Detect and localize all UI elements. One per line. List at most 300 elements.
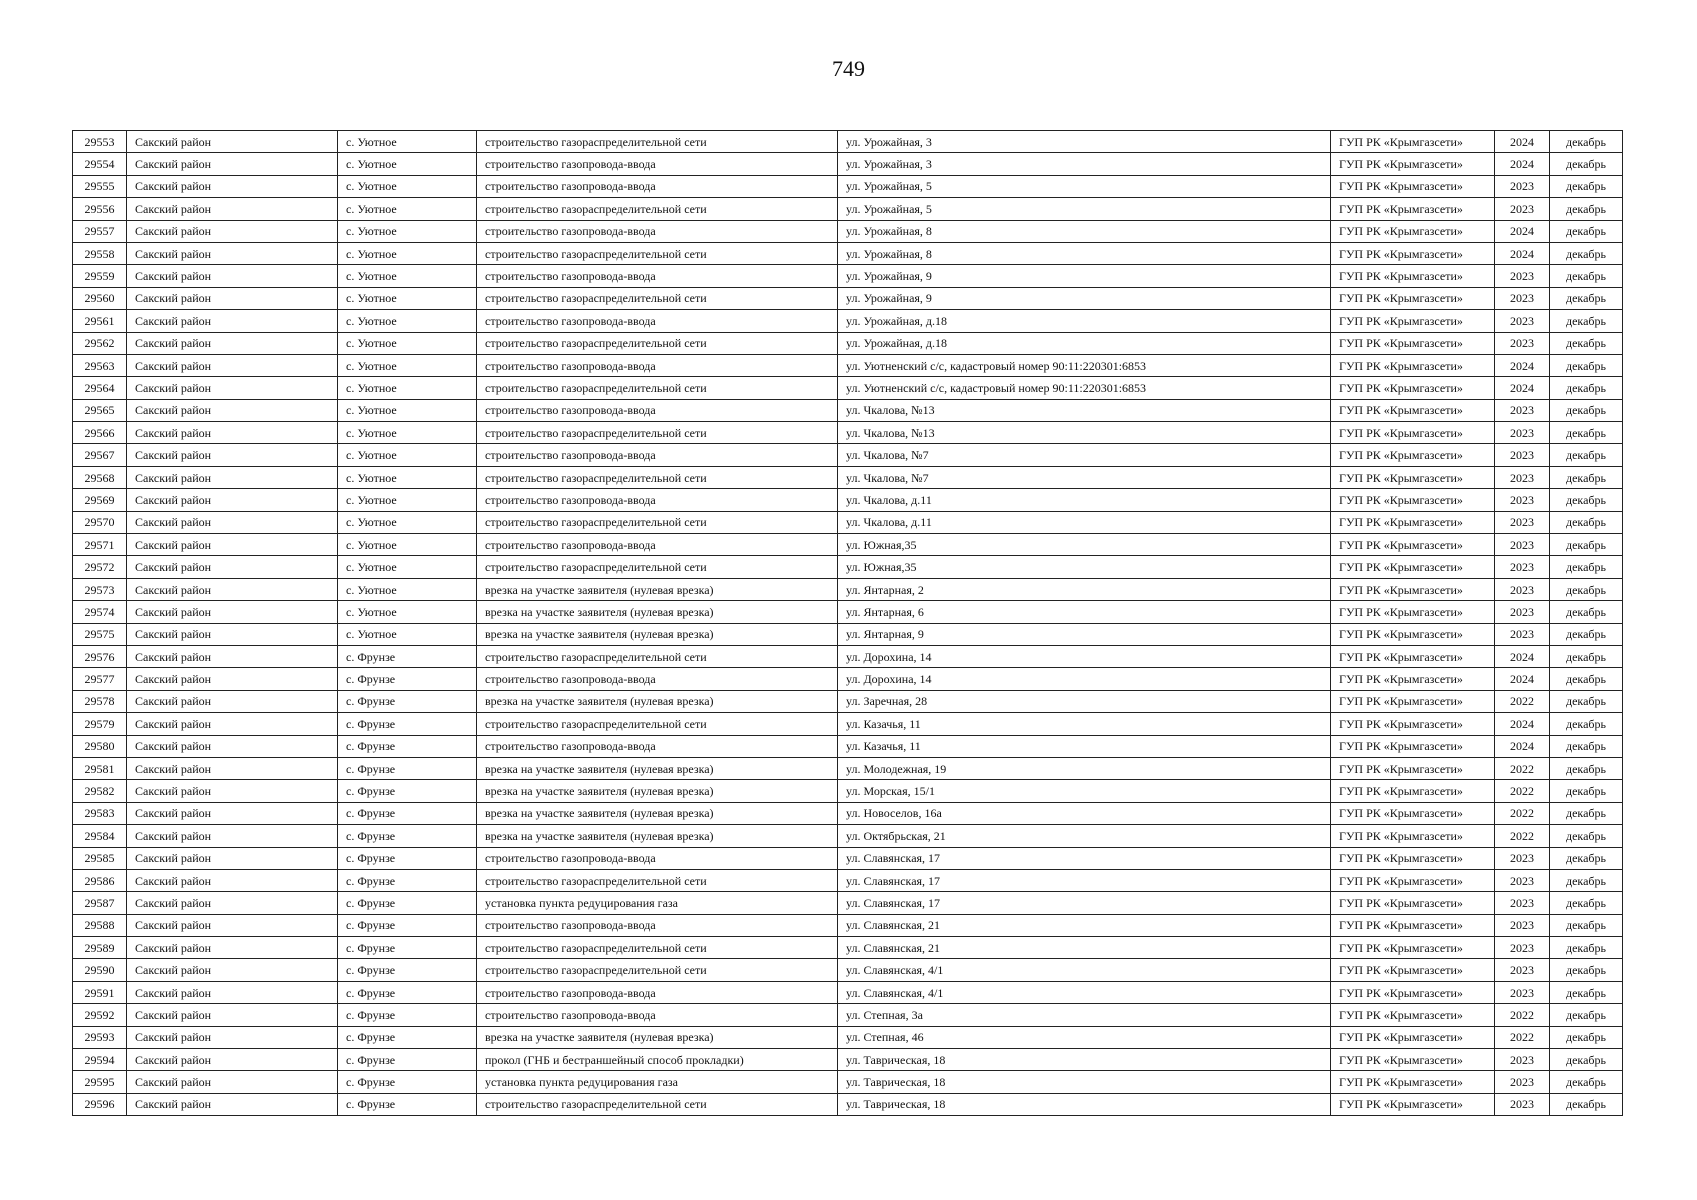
cell-month: декабрь	[1550, 959, 1623, 981]
cell-work-type: установка пункта редуцирования газа	[477, 1071, 838, 1093]
cell-district: Сакский район	[127, 623, 338, 645]
cell-address: ул. Уютненский с/с, кадастровый номер 90:11:220301:6853	[838, 377, 1331, 399]
cell-district: Сакский район	[127, 959, 338, 981]
cell-organization: ГУП РК «Крымгазсети»	[1331, 869, 1495, 891]
cell-address: ул. Уютненский с/с, кадастровый номер 90:11:220301:6853	[838, 354, 1331, 376]
table-row	[73, 1004, 1623, 1026]
cell-district: Сакский район	[127, 1026, 338, 1048]
cell-month: декабрь	[1550, 354, 1623, 376]
cell-organization: ГУП РК «Крымгазсети»	[1331, 131, 1495, 153]
cell-work-type: строительство газопровода-ввода	[477, 668, 838, 690]
cell-organization: ГУП РК «Крымгазсети»	[1331, 668, 1495, 690]
cell-district: Сакский район	[127, 220, 338, 242]
cell-address: ул. Новоселов, 16а	[838, 802, 1331, 824]
cell-work-type: строительство газопровода-ввода	[477, 399, 838, 421]
cell-district: Сакский район	[127, 198, 338, 220]
cell-organization: ГУП РК «Крымгазсети»	[1331, 399, 1495, 421]
cell-record-number: 29557	[73, 220, 127, 242]
cell-address: ул. Славянская, 21	[838, 937, 1331, 959]
table-row	[73, 399, 1623, 421]
cell-district: Сакский район	[127, 153, 338, 175]
cell-organization: ГУП РК «Крымгазсети»	[1331, 937, 1495, 959]
cell-address: ул. Славянская, 17	[838, 892, 1331, 914]
cell-settlement: с. Уютное	[338, 153, 477, 175]
cell-work-type: строительство газораспределительной сети	[477, 511, 838, 533]
cell-settlement: с. Уютное	[338, 287, 477, 309]
table-row	[73, 489, 1623, 511]
table-row	[73, 534, 1623, 556]
cell-address: ул. Славянская, 21	[838, 914, 1331, 936]
cell-address: ул. Казачья, 11	[838, 713, 1331, 735]
table-row	[73, 153, 1623, 175]
cell-record-number: 29589	[73, 937, 127, 959]
cell-settlement: с. Уютное	[338, 332, 477, 354]
cell-record-number: 29577	[73, 668, 127, 690]
cell-month: декабрь	[1550, 422, 1623, 444]
cell-organization: ГУП РК «Крымгазсети»	[1331, 198, 1495, 220]
cell-settlement: с. Уютное	[338, 220, 477, 242]
cell-organization: ГУП РК «Крымгазсети»	[1331, 534, 1495, 556]
cell-record-number: 29584	[73, 825, 127, 847]
cell-record-number: 29561	[73, 310, 127, 332]
cell-work-type: строительство газопровода-ввода	[477, 914, 838, 936]
cell-address: ул. Славянская, 17	[838, 869, 1331, 891]
cell-year: 2023	[1495, 422, 1550, 444]
cell-work-type: строительство газопровода-ввода	[477, 981, 838, 1003]
table-row	[73, 668, 1623, 690]
cell-record-number: 29555	[73, 175, 127, 197]
cell-record-number: 29563	[73, 354, 127, 376]
cell-district: Сакский район	[127, 780, 338, 802]
table-row	[73, 802, 1623, 824]
cell-year: 2023	[1495, 959, 1550, 981]
cell-settlement: с. Фрунзе	[338, 1026, 477, 1048]
cell-district: Сакский район	[127, 1049, 338, 1071]
cell-record-number: 29578	[73, 690, 127, 712]
table-row	[73, 690, 1623, 712]
cell-month: декабрь	[1550, 1049, 1623, 1071]
cell-settlement: с. Фрунзе	[338, 825, 477, 847]
cell-record-number: 29568	[73, 466, 127, 488]
cell-district: Сакский район	[127, 1071, 338, 1093]
cell-district: Сакский район	[127, 690, 338, 712]
cell-year: 2022	[1495, 690, 1550, 712]
table-row	[73, 1049, 1623, 1071]
cell-month: декабрь	[1550, 1071, 1623, 1093]
cell-organization: ГУП РК «Крымгазсети»	[1331, 153, 1495, 175]
cell-district: Сакский район	[127, 242, 338, 264]
cell-settlement: с. Фрунзе	[338, 1049, 477, 1071]
cell-month: декабрь	[1550, 444, 1623, 466]
cell-address: ул. Заречная, 28	[838, 690, 1331, 712]
cell-work-type: строительство газопровода-ввода	[477, 735, 838, 757]
cell-year: 2024	[1495, 153, 1550, 175]
table-row	[73, 175, 1623, 197]
table-row	[73, 757, 1623, 779]
cell-organization: ГУП РК «Крымгазсети»	[1331, 511, 1495, 533]
cell-address: ул. Октябрьская, 21	[838, 825, 1331, 847]
cell-district: Сакский район	[127, 511, 338, 533]
cell-address: ул. Славянская, 17	[838, 847, 1331, 869]
cell-settlement: с. Фрунзе	[338, 780, 477, 802]
cell-record-number: 29587	[73, 892, 127, 914]
table-row	[73, 892, 1623, 914]
cell-district: Сакский район	[127, 265, 338, 287]
table-row	[73, 220, 1623, 242]
cell-address: ул. Урожайная, 5	[838, 198, 1331, 220]
cell-year: 2024	[1495, 377, 1550, 399]
cell-settlement: с. Уютное	[338, 399, 477, 421]
cell-record-number: 29559	[73, 265, 127, 287]
cell-work-type: строительство газораспределительной сети	[477, 422, 838, 444]
cell-work-type: строительство газораспределительной сети	[477, 466, 838, 488]
cell-year: 2023	[1495, 287, 1550, 309]
cell-settlement: с. Уютное	[338, 623, 477, 645]
cell-record-number: 29564	[73, 377, 127, 399]
cell-address: ул. Урожайная, д.18	[838, 332, 1331, 354]
table-row	[73, 265, 1623, 287]
cell-organization: ГУП РК «Крымгазсети»	[1331, 422, 1495, 444]
cell-organization: ГУП РК «Крымгазсети»	[1331, 310, 1495, 332]
registry-table	[72, 130, 1623, 1116]
cell-year: 2023	[1495, 332, 1550, 354]
cell-month: декабрь	[1550, 399, 1623, 421]
cell-year: 2024	[1495, 645, 1550, 667]
cell-month: декабрь	[1550, 466, 1623, 488]
cell-work-type: строительство газопровода-ввода	[477, 1004, 838, 1026]
cell-settlement: с. Фрунзе	[338, 757, 477, 779]
cell-month: декабрь	[1550, 242, 1623, 264]
page-number: 749	[832, 56, 865, 81]
cell-year: 2024	[1495, 713, 1550, 735]
cell-address: ул. Урожайная, 9	[838, 287, 1331, 309]
cell-year: 2023	[1495, 914, 1550, 936]
cell-district: Сакский район	[127, 175, 338, 197]
cell-district: Сакский район	[127, 847, 338, 869]
cell-address: ул. Казачья, 11	[838, 735, 1331, 757]
cell-work-type: строительство газопровода-ввода	[477, 153, 838, 175]
cell-year: 2023	[1495, 265, 1550, 287]
cell-year: 2023	[1495, 444, 1550, 466]
cell-year: 2023	[1495, 981, 1550, 1003]
cell-year: 2023	[1495, 466, 1550, 488]
cell-organization: ГУП РК «Крымгазсети»	[1331, 780, 1495, 802]
cell-organization: ГУП РК «Крымгазсети»	[1331, 959, 1495, 981]
cell-month: декабрь	[1550, 780, 1623, 802]
cell-month: декабрь	[1550, 131, 1623, 153]
cell-organization: ГУП РК «Крымгазсети»	[1331, 981, 1495, 1003]
cell-work-type: строительство газопровода-ввода	[477, 534, 838, 556]
table-row	[73, 377, 1623, 399]
cell-month: декабрь	[1550, 981, 1623, 1003]
cell-work-type: врезка на участке заявителя (нулевая врезка)	[477, 690, 838, 712]
table-row	[73, 937, 1623, 959]
cell-district: Сакский район	[127, 377, 338, 399]
cell-year: 2024	[1495, 131, 1550, 153]
registry-rows	[73, 131, 1623, 1116]
cell-month: декабрь	[1550, 287, 1623, 309]
cell-record-number: 29569	[73, 489, 127, 511]
cell-year: 2023	[1495, 1049, 1550, 1071]
cell-district: Сакский район	[127, 735, 338, 757]
cell-year: 2022	[1495, 757, 1550, 779]
cell-work-type: врезка на участке заявителя (нулевая врезка)	[477, 802, 838, 824]
cell-settlement: с. Фрунзе	[338, 1071, 477, 1093]
cell-work-type: строительство газораспределительной сети	[477, 242, 838, 264]
cell-organization: ГУП РК «Крымгазсети»	[1331, 287, 1495, 309]
cell-work-type: строительство газораспределительной сети	[477, 1093, 838, 1115]
table-row	[73, 780, 1623, 802]
cell-organization: ГУП РК «Крымгазсети»	[1331, 713, 1495, 735]
cell-month: декабрь	[1550, 332, 1623, 354]
cell-month: декабрь	[1550, 623, 1623, 645]
cell-work-type: строительство газопровода-ввода	[477, 220, 838, 242]
cell-record-number: 29567	[73, 444, 127, 466]
table-row	[73, 825, 1623, 847]
cell-address: ул. Славянская, 4/1	[838, 959, 1331, 981]
cell-address: ул. Степная, 3а	[838, 1004, 1331, 1026]
cell-address: ул. Южная,35	[838, 556, 1331, 578]
cell-work-type: строительство газораспределительной сети	[477, 645, 838, 667]
cell-month: декабрь	[1550, 310, 1623, 332]
cell-month: декабрь	[1550, 802, 1623, 824]
cell-month: декабрь	[1550, 175, 1623, 197]
cell-organization: ГУП РК «Крымгазсети»	[1331, 757, 1495, 779]
cell-organization: ГУП РК «Крымгазсети»	[1331, 444, 1495, 466]
cell-month: декабрь	[1550, 489, 1623, 511]
cell-address: ул. Чкалова, д.11	[838, 489, 1331, 511]
cell-month: декабрь	[1550, 1026, 1623, 1048]
table-row	[73, 444, 1623, 466]
cell-settlement: с. Фрунзе	[338, 892, 477, 914]
cell-month: декабрь	[1550, 690, 1623, 712]
table-row	[73, 422, 1623, 444]
cell-organization: ГУП РК «Крымгазсети»	[1331, 914, 1495, 936]
cell-organization: ГУП РК «Крымгазсети»	[1331, 489, 1495, 511]
cell-record-number: 29593	[73, 1026, 127, 1048]
cell-organization: ГУП РК «Крымгазсети»	[1331, 1071, 1495, 1093]
cell-year: 2023	[1495, 1071, 1550, 1093]
cell-district: Сакский район	[127, 713, 338, 735]
table-row	[73, 981, 1623, 1003]
table-row	[73, 713, 1623, 735]
cell-work-type: врезка на участке заявителя (нулевая врезка)	[477, 623, 838, 645]
cell-organization: ГУП РК «Крымгазсети»	[1331, 645, 1495, 667]
cell-record-number: 29594	[73, 1049, 127, 1071]
cell-address: ул. Чкалова, №7	[838, 466, 1331, 488]
table-row	[73, 556, 1623, 578]
cell-settlement: с. Уютное	[338, 534, 477, 556]
cell-work-type: врезка на участке заявителя (нулевая врезка)	[477, 601, 838, 623]
table-row	[73, 847, 1623, 869]
cell-district: Сакский район	[127, 668, 338, 690]
cell-year: 2023	[1495, 399, 1550, 421]
cell-settlement: с. Фрунзе	[338, 690, 477, 712]
table-row	[73, 310, 1623, 332]
cell-organization: ГУП РК «Крымгазсети»	[1331, 175, 1495, 197]
cell-month: декабрь	[1550, 377, 1623, 399]
cell-settlement: с. Уютное	[338, 175, 477, 197]
cell-record-number: 29560	[73, 287, 127, 309]
cell-year: 2023	[1495, 198, 1550, 220]
cell-year: 2023	[1495, 489, 1550, 511]
cell-month: декабрь	[1550, 869, 1623, 891]
cell-settlement: с. Фрунзе	[338, 1093, 477, 1115]
cell-district: Сакский район	[127, 645, 338, 667]
cell-organization: ГУП РК «Крымгазсети»	[1331, 825, 1495, 847]
cell-address: ул. Урожайная, 8	[838, 220, 1331, 242]
cell-work-type: строительство газопровода-ввода	[477, 265, 838, 287]
cell-work-type: установка пункта редуцирования газа	[477, 892, 838, 914]
cell-district: Сакский район	[127, 332, 338, 354]
cell-organization: ГУП РК «Крымгазсети»	[1331, 1049, 1495, 1071]
cell-district: Сакский район	[127, 310, 338, 332]
cell-district: Сакский район	[127, 757, 338, 779]
cell-organization: ГУП РК «Крымгазсети»	[1331, 601, 1495, 623]
cell-record-number: 29554	[73, 153, 127, 175]
cell-district: Сакский район	[127, 534, 338, 556]
cell-settlement: с. Уютное	[338, 466, 477, 488]
cell-record-number: 29582	[73, 780, 127, 802]
cell-address: ул. Янтарная, 9	[838, 623, 1331, 645]
table-row	[73, 198, 1623, 220]
cell-organization: ГУП РК «Крымгазсети»	[1331, 265, 1495, 287]
cell-settlement: с. Уютное	[338, 578, 477, 600]
cell-year: 2024	[1495, 735, 1550, 757]
cell-organization: ГУП РК «Крымгазсети»	[1331, 892, 1495, 914]
cell-address: ул. Чкалова, №13	[838, 399, 1331, 421]
cell-work-type: строительство газопровода-ввода	[477, 847, 838, 869]
cell-organization: ГУП РК «Крымгазсети»	[1331, 220, 1495, 242]
cell-settlement: с. Фрунзе	[338, 645, 477, 667]
cell-district: Сакский район	[127, 466, 338, 488]
cell-district: Сакский район	[127, 489, 338, 511]
cell-record-number: 29556	[73, 198, 127, 220]
cell-address: ул. Чкалова, №7	[838, 444, 1331, 466]
cell-record-number: 29581	[73, 757, 127, 779]
cell-month: декабрь	[1550, 265, 1623, 287]
cell-record-number: 29595	[73, 1071, 127, 1093]
cell-work-type: строительство газораспределительной сети	[477, 377, 838, 399]
cell-settlement: с. Уютное	[338, 601, 477, 623]
cell-record-number: 29574	[73, 601, 127, 623]
cell-district: Сакский район	[127, 914, 338, 936]
cell-month: декабрь	[1550, 825, 1623, 847]
cell-year: 2023	[1495, 310, 1550, 332]
table-row	[73, 242, 1623, 264]
cell-district: Сакский район	[127, 578, 338, 600]
cell-work-type: врезка на участке заявителя (нулевая врезка)	[477, 757, 838, 779]
cell-year: 2024	[1495, 668, 1550, 690]
cell-month: декабрь	[1550, 153, 1623, 175]
cell-year: 2022	[1495, 1026, 1550, 1048]
cell-organization: ГУП РК «Крымгазсети»	[1331, 578, 1495, 600]
cell-settlement: с. Уютное	[338, 377, 477, 399]
cell-address: ул. Степная, 46	[838, 1026, 1331, 1048]
cell-year: 2022	[1495, 802, 1550, 824]
cell-settlement: с. Уютное	[338, 422, 477, 444]
cell-address: ул. Южная,35	[838, 534, 1331, 556]
table-row	[73, 511, 1623, 533]
cell-organization: ГУП РК «Крымгазсети»	[1331, 332, 1495, 354]
cell-settlement: с. Фрунзе	[338, 914, 477, 936]
cell-settlement: с. Уютное	[338, 354, 477, 376]
cell-address: ул. Урожайная, 3	[838, 153, 1331, 175]
cell-organization: ГУП РК «Крымгазсети»	[1331, 1093, 1495, 1115]
cell-month: декабрь	[1550, 601, 1623, 623]
cell-month: декабрь	[1550, 198, 1623, 220]
cell-work-type: строительство газораспределительной сети	[477, 332, 838, 354]
cell-year: 2023	[1495, 534, 1550, 556]
cell-organization: ГУП РК «Крымгазсети»	[1331, 847, 1495, 869]
cell-settlement: с. Уютное	[338, 310, 477, 332]
cell-district: Сакский район	[127, 1004, 338, 1026]
cell-month: декабрь	[1550, 645, 1623, 667]
cell-address: ул. Дорохина, 14	[838, 668, 1331, 690]
cell-settlement: с. Уютное	[338, 556, 477, 578]
cell-district: Сакский район	[127, 422, 338, 444]
table-row	[73, 1026, 1623, 1048]
cell-month: декабрь	[1550, 892, 1623, 914]
cell-settlement: с. Фрунзе	[338, 668, 477, 690]
cell-work-type: прокол (ГНБ и бестраншейный способ прокладки)	[477, 1049, 838, 1071]
cell-district: Сакский район	[127, 937, 338, 959]
cell-work-type: строительство газораспределительной сети	[477, 959, 838, 981]
cell-work-type: врезка на участке заявителя (нулевая врезка)	[477, 780, 838, 802]
cell-year: 2023	[1495, 937, 1550, 959]
cell-address: ул. Таврическая, 18	[838, 1049, 1331, 1071]
cell-month: декабрь	[1550, 534, 1623, 556]
cell-settlement: с. Фрунзе	[338, 1004, 477, 1026]
cell-work-type: строительство газопровода-ввода	[477, 354, 838, 376]
cell-organization: ГУП РК «Крымгазсети»	[1331, 377, 1495, 399]
cell-record-number: 29573	[73, 578, 127, 600]
cell-settlement: с. Фрунзе	[338, 937, 477, 959]
table-row	[73, 601, 1623, 623]
cell-work-type: строительство газораспределительной сети	[477, 713, 838, 735]
cell-year: 2023	[1495, 578, 1550, 600]
cell-address: ул. Чкалова, д.11	[838, 511, 1331, 533]
table-row	[73, 332, 1623, 354]
cell-record-number: 29592	[73, 1004, 127, 1026]
table-row	[73, 1093, 1623, 1115]
cell-month: декабрь	[1550, 556, 1623, 578]
cell-record-number: 29571	[73, 534, 127, 556]
cell-record-number: 29591	[73, 981, 127, 1003]
cell-year: 2024	[1495, 220, 1550, 242]
cell-record-number: 29558	[73, 242, 127, 264]
cell-record-number: 29576	[73, 645, 127, 667]
cell-district: Сакский район	[127, 892, 338, 914]
cell-work-type: строительство газораспределительной сети	[477, 287, 838, 309]
cell-year: 2024	[1495, 354, 1550, 376]
cell-work-type: строительство газораспределительной сети	[477, 131, 838, 153]
table-row	[73, 466, 1623, 488]
cell-district: Сакский район	[127, 131, 338, 153]
cell-district: Сакский район	[127, 399, 338, 421]
cell-record-number: 29570	[73, 511, 127, 533]
cell-month: декабрь	[1550, 511, 1623, 533]
cell-address: ул. Чкалова, №13	[838, 422, 1331, 444]
cell-record-number: 29586	[73, 869, 127, 891]
cell-district: Сакский район	[127, 869, 338, 891]
cell-year: 2023	[1495, 601, 1550, 623]
cell-month: декабрь	[1550, 713, 1623, 735]
cell-organization: ГУП РК «Крымгазсети»	[1331, 735, 1495, 757]
cell-year: 2023	[1495, 869, 1550, 891]
cell-work-type: строительство газопровода-ввода	[477, 444, 838, 466]
cell-year: 2022	[1495, 1004, 1550, 1026]
